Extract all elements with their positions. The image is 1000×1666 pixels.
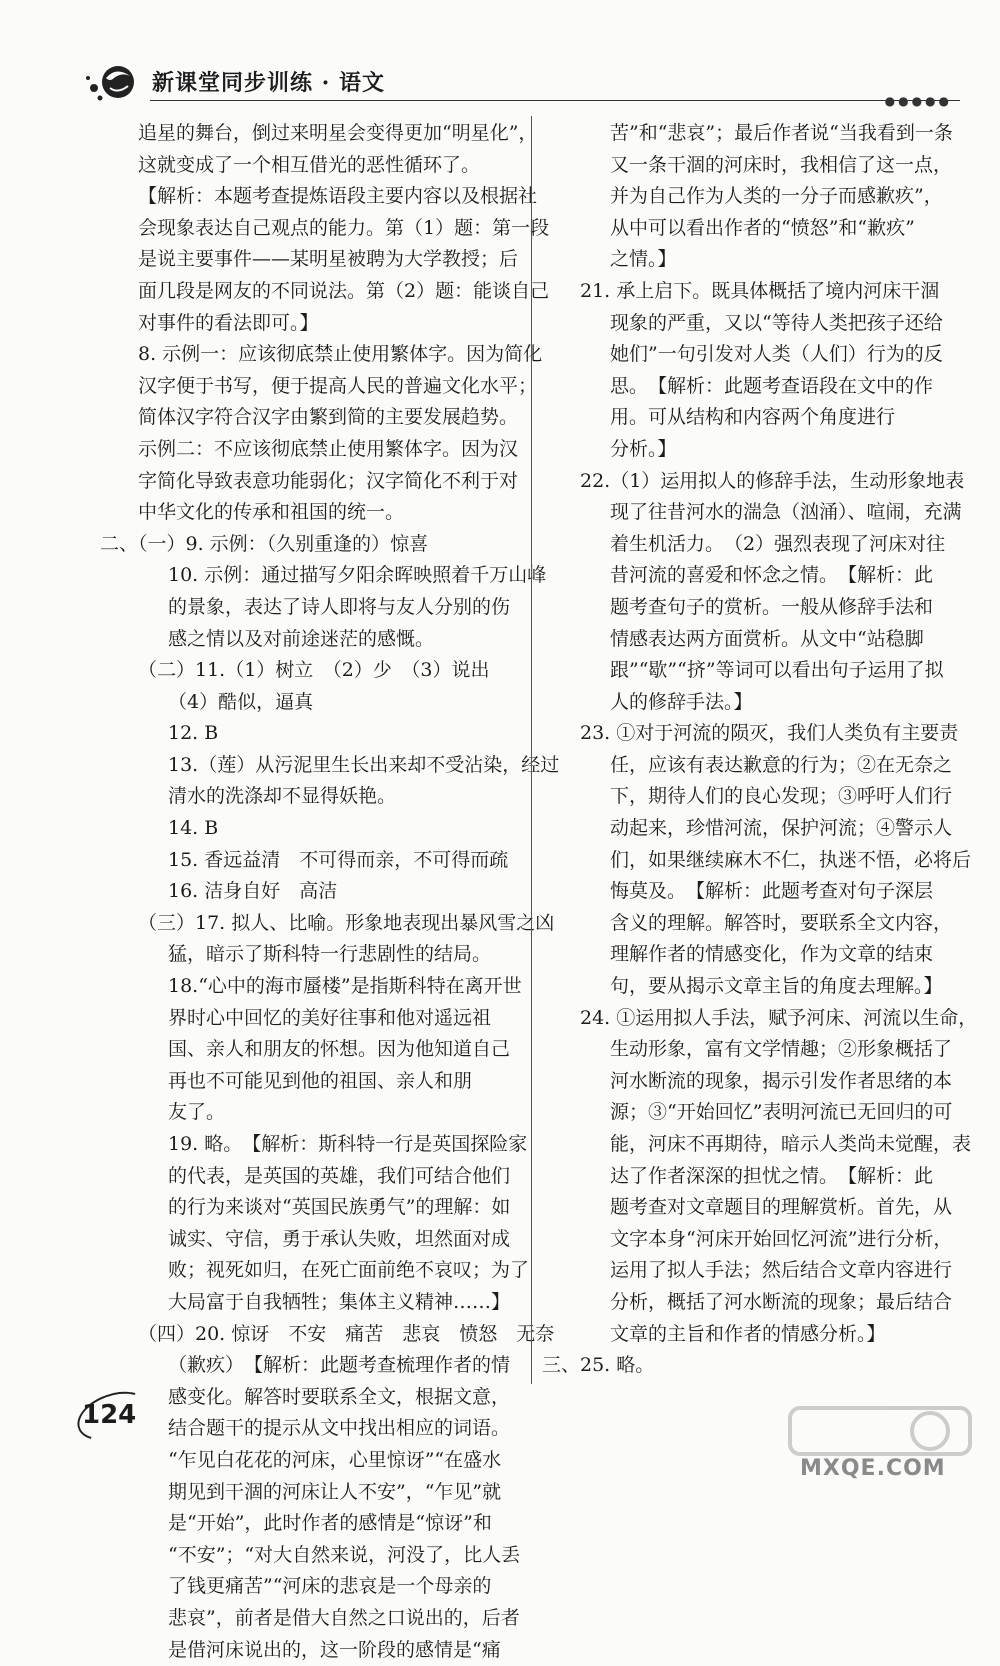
text-line: 河水断流的现象，揭示引发作者思绪的本 (542, 1066, 952, 1098)
text-line: 感之情以及对前途迷茫的感慨。 (100, 624, 520, 656)
text-line: “不安”；“对大自然来说，河没了，比人丢 (100, 1540, 520, 1572)
text-line: 达了作者深深的担忧之情。 【解析：此 (542, 1161, 952, 1193)
text-line: 这就变成了一个相互借光的恶性循环了。 (100, 150, 520, 182)
text-line: 18.“心中的海市蜃楼”是指斯科特在离开世 (100, 971, 520, 1003)
text-line: 运用了拟人手法；然后结合文章内容进行 (542, 1255, 952, 1287)
text-line: 12. B (100, 718, 520, 750)
text-line: 13.（莲）从污泥里生长出来却不受沾染，经过 (100, 750, 520, 782)
text-line: 现象的严重，又以“等待人类把孩子还给 (542, 308, 952, 340)
header-rule (150, 100, 960, 101)
text-line: 的代表，是英国的英雄，我们可结合他们 (100, 1161, 520, 1193)
text-line: 并为自己作为人类的一分子而感歉疚”， (542, 181, 952, 213)
text-line: 昔河流的喜爱和怀念之情。 【解析：此 (542, 560, 952, 592)
text-line: 大局富于自我牺牲；集体主义精神……】 (100, 1287, 520, 1319)
text-line: 期见到干涸的河床让人不安”，“乍见”就 (100, 1477, 520, 1509)
text-line: 文字本身“河床开始回忆河流”进行分析， (542, 1224, 952, 1256)
text-line: 用。可从结构和内容两个角度进行 (542, 402, 952, 434)
text-line: 感变化。解答时要联系全文，根据文意， (100, 1382, 520, 1414)
page-header (80, 58, 960, 104)
text-line: 题考查对文章题目的理解赏析。首先，从 (542, 1192, 952, 1224)
text-line: 结合题干的提示从文中找出相应的词语。 (100, 1413, 520, 1445)
text-line: 再也不可能见到他的祖国、亲人和朋 (100, 1066, 520, 1098)
text-line: 的景象，表达了诗人即将与友人分别的伤 (100, 592, 520, 624)
text-line: （歉疚） 【解析：此题考查梳理作者的情 (100, 1350, 520, 1382)
text-line: 二、（一）9. 示例：（久别重逢的）惊喜 (100, 529, 520, 561)
text-line: 示例二：不应该彻底禁止使用繁体字。因为汉 (100, 434, 520, 466)
watermark-text: MXQE.COM (800, 1456, 946, 1481)
text-line: 分析。】 (542, 434, 952, 466)
text-line: （三）17. 拟人、比喻。形象地表现出暴风雪之凶 (100, 908, 520, 940)
text-line: 分析，概括了河水断流的现象；最后结合 (542, 1287, 952, 1319)
text-line: 源；③“开始回忆”表明河流已无回归的可 (542, 1097, 952, 1129)
text-line: （4）酷似，逼真 (100, 687, 520, 719)
text-line: 能，河床不再期待，暗示人类尚未觉醒，表 (542, 1129, 952, 1161)
text-line: 诚实、守信，勇于承认失败，坦然面对成 (100, 1224, 520, 1256)
text-line: 了钱更痛苦”“河床的悲哀是一个母亲的 (100, 1571, 520, 1603)
text-line: 是借河床说出的，这一阶段的感情是“痛 (100, 1635, 520, 1666)
text-line: 们，如果继续麻木不仁，执迷不悟，必将后 (542, 845, 952, 877)
text-line: （四）20. 惊讶 不安 痛苦 悲哀 愤怒 无奈 (100, 1319, 520, 1351)
text-line: （二）11.（1）树立 （2）少 （3）说出 (100, 655, 520, 687)
text-line: 16. 洁身自好 高洁 (100, 876, 520, 908)
text-line: 追星的舞台，倒过来明星会变得更加“明星化”， (100, 118, 520, 150)
text-line: 国、亲人和朋友的怀想。因为他知道自己 (100, 1034, 520, 1066)
text-line: 动起来，珍惜河流，保护河流；④警示人 (542, 813, 952, 845)
text-line: 是“开始”，此时作者的感情是“惊讶”和 (100, 1508, 520, 1540)
text-line: 生动形象，富有文学情趣；②形象概括了 (542, 1034, 952, 1066)
text-line: 思。 【解析：此题考查语段在文中的作 (542, 371, 952, 403)
header-dots-icon: ●●●●● (885, 94, 952, 108)
column-divider (531, 116, 532, 1384)
text-line: 理解作者的情感变化，作为文章的结束 (542, 939, 952, 971)
book-title: 新课堂同步训练 · 语文 (152, 66, 385, 97)
text-line: 24. ①运用拟人手法，赋予河床、河流以生命， (542, 1003, 952, 1035)
text-line: 之情。】 (542, 244, 952, 276)
text-line: 又一条干涸的河床时，我相信了这一点， (542, 150, 952, 182)
text-line: 23. ①对于河流的陨灭，我们人类负有主要责 (542, 718, 952, 750)
text-line: 题考查句子的赏析。一般从修辞手法和 (542, 592, 952, 624)
text-line: 界时心中回忆的美好往事和他对遥远祖 (100, 1003, 520, 1035)
text-line: 简体汉字符合汉字由繁到简的主要发展趋势。 (100, 402, 520, 434)
text-line: 跟”“歇”“挤”等词可以看出句子运用了拟 (542, 655, 952, 687)
text-line: 三、25. 略。 (542, 1350, 952, 1382)
text-line: 14. B (100, 813, 520, 845)
text-line: 着生机活力。 （2）强烈表现了河床对往 (542, 529, 952, 561)
text-line: 是说主要事件——某明星被聘为大学教授；后 (100, 244, 520, 276)
text-line: 苦”和“悲哀”；最后作者说“当我看到一条 (542, 118, 952, 150)
text-line: 8. 示例一：应该彻底禁止使用繁体字。因为简化 (100, 339, 520, 371)
text-line: 下，期待人们的良心发现；③呼吁人们行 (542, 781, 952, 813)
text-line: 现了往昔河水的湍急（汹涌）、喧闹，充满 (542, 497, 952, 529)
text-line: 19. 略。 【解析：斯科特一行是英国探险家 (100, 1129, 520, 1161)
text-line: “乍见白花花的河床，心里惊讶”“在盛水 (100, 1445, 520, 1477)
text-line: 面几段是网友的不同说法。第（2）题：能谈自己 (100, 276, 520, 308)
text-line: 22.（1）运用拟人的修辞手法，生动形象地表 (542, 466, 952, 498)
text-line: 友了。 (100, 1097, 520, 1129)
text-line: 从中可以看出作者的“愤怒”和“歉疚” (542, 213, 952, 245)
text-line: 对事件的看法即可。】 (100, 308, 520, 340)
text-line: 人的修辞手法。】 (542, 687, 952, 719)
text-line: 21. 承上启下。既具体概括了境内河床干涸 (542, 276, 952, 308)
text-line: 10. 示例：通过描写夕阳余晖映照着千万山峰 (100, 560, 520, 592)
text-line: 猛，暗示了斯科特一行悲剧性的结局。 (100, 939, 520, 971)
text-line: 【解析：本题考查提炼语段主要内容以及根据社 (100, 181, 520, 213)
text-line: 情感表达两方面赏析。从文中“站稳脚 (542, 624, 952, 656)
text-line: 会现象表达自己观点的能力。第（1）题：第一段 (100, 213, 520, 245)
left-column (100, 118, 520, 1666)
text-line: 中华文化的传承和祖国的统一。 (100, 497, 520, 529)
page-number: 124 (82, 1400, 136, 1430)
text-line: 文章的主旨和作者的情感分析。】 (542, 1319, 952, 1351)
text-line: 败；视死如归，在死亡面前绝不哀叹；为了 (100, 1255, 520, 1287)
text-line: 汉字便于书写，便于提高人民的普遍文化水平； (100, 371, 520, 403)
text-line: 她们”一句引发对人类（人们）行为的反 (542, 339, 952, 371)
text-line: 清水的洗涤却不显得妖艳。 (100, 781, 520, 813)
text-line: 的行为来谈对“英国民族勇气”的理解：如 (100, 1192, 520, 1224)
text-line: 15. 香远益清 不可得而亲，不可得而疏 (100, 845, 520, 877)
right-column (542, 118, 952, 1382)
ink-swirl-logo-icon (80, 58, 140, 104)
text-line: 悔莫及。 【解析：此题考查对句子深层 (542, 876, 952, 908)
text-line: 句，要从揭示文章主旨的角度去理解。】 (542, 971, 952, 1003)
text-line: 字简化导致表意功能弱化；汉字简化不利于对 (100, 466, 520, 498)
text-line: 悲哀”，前者是借大自然之口说出的，后者 (100, 1603, 520, 1635)
text-line: 任，应该有表达歉意的行为；②在无奈之 (542, 750, 952, 782)
text-line: 含义的理解。解答时，要联系全文内容， (542, 908, 952, 940)
